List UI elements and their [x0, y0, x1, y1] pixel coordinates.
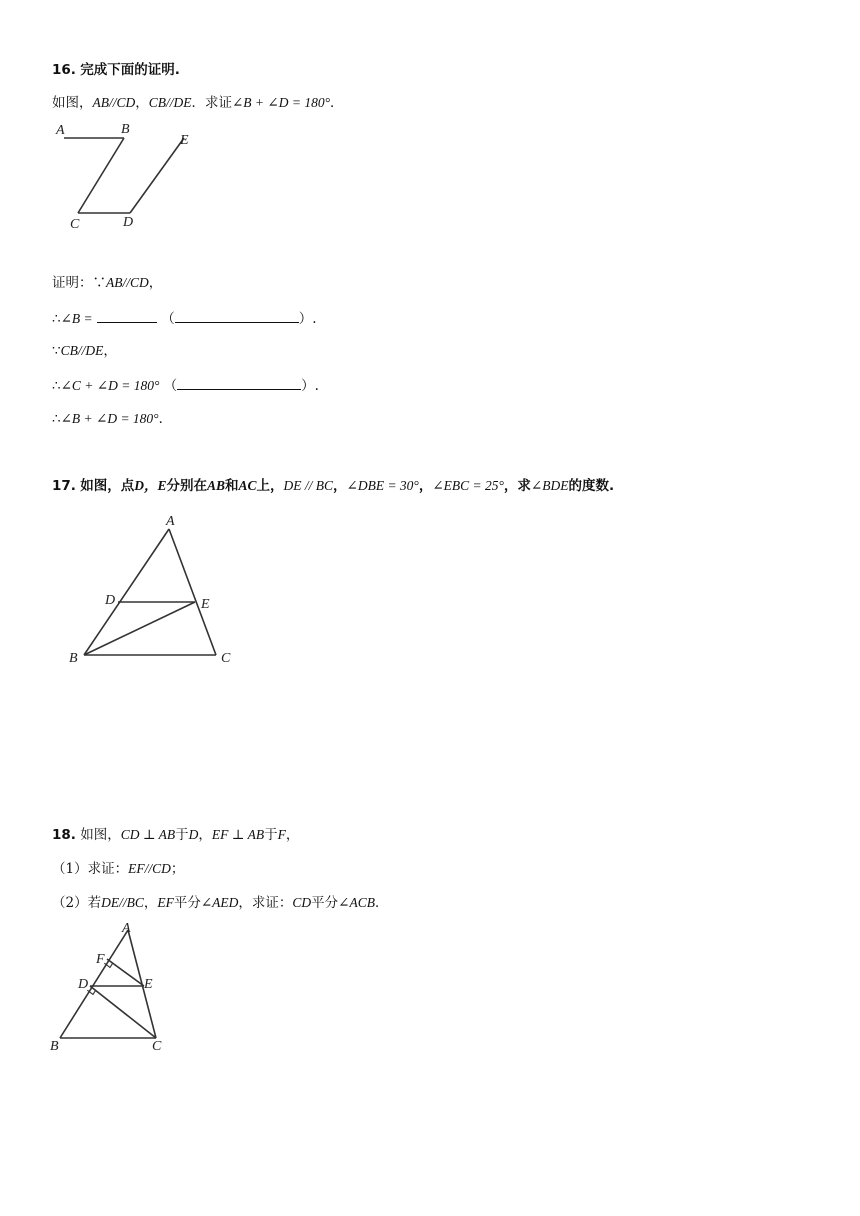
- q16-proof-line2: [52, 308, 317, 329]
- q16-sep1: ，: [135, 95, 149, 111]
- q17-cond3: ∠EBC = 25°: [432, 478, 504, 493]
- q18-cond1: CD ⊥ AB: [120, 827, 176, 842]
- q16-proof-line4-paren-open: （: [163, 378, 178, 394]
- q16-proof-line1-math: AB//CD: [106, 275, 149, 290]
- q16-label-C: C: [70, 217, 80, 232]
- answer-blank-reason2[interactable]: [177, 375, 301, 390]
- q18-label-B: B: [50, 1039, 59, 1054]
- q18-part2-t4: 平分: [311, 895, 339, 911]
- q17-figure: [64, 512, 254, 672]
- q17-seg-AC: [169, 529, 216, 655]
- q16-proof-line5-suffix: ．: [158, 411, 173, 427]
- q18-part2-m4: CD: [292, 895, 312, 910]
- answer-blank-angle[interactable]: [97, 308, 157, 323]
- q17-sep1: ，: [333, 478, 347, 494]
- q18-label-F: F: [96, 952, 105, 967]
- q17-label-A: A: [166, 514, 175, 529]
- q18-part1-end: ；: [170, 861, 185, 877]
- q17-seg-BE: [84, 602, 195, 655]
- q16-number: 16.: [52, 62, 76, 78]
- q18-text3: 于: [264, 827, 278, 843]
- q16-label-D: D: [123, 215, 134, 230]
- q18-part2-m1: DE//BC: [101, 895, 144, 910]
- q16-proof-line4-math: ∠C + ∠D = 180°: [60, 378, 160, 393]
- q18-part2-m2: EF: [157, 895, 174, 910]
- q16-seg-BC: [78, 138, 124, 213]
- q16-proof-line1-prefix: 证明：∵: [52, 275, 106, 291]
- q17-seg1: AB: [206, 478, 225, 493]
- q17-prompt: [52, 476, 614, 496]
- q18-part2-m5: ∠ACB: [338, 895, 375, 910]
- q18-sep1: ，: [198, 827, 212, 843]
- q17-target: ∠BDE: [530, 478, 569, 493]
- q16-title: 完成下面的证明.: [80, 62, 180, 78]
- q16-sep2: ．求证: [191, 95, 232, 111]
- q16-proof-line1-suffix: ，: [148, 275, 163, 291]
- q16-proof-line4: [52, 375, 319, 396]
- q16-proof-line2-prefix: ∴: [52, 311, 61, 327]
- q16-proof-line5-prefix: ∴: [52, 411, 61, 427]
- q16-label-B: B: [121, 122, 130, 137]
- q18-label-D: D: [78, 977, 89, 992]
- q18-text1: 如图，: [80, 827, 121, 843]
- q18-text2: 于: [175, 827, 189, 843]
- q18-prompt: [52, 825, 299, 845]
- q16-proof-line2-paren-open: （: [161, 311, 175, 327]
- q16-proof-line2-paren-close: ）.: [298, 311, 317, 327]
- q17-label-B: B: [69, 651, 78, 666]
- q18-sep2: ，: [285, 827, 300, 843]
- q18-part2: [52, 893, 388, 913]
- q18-part2-m3: ∠AED: [200, 895, 239, 910]
- q17-text6: 的度数.: [568, 478, 615, 494]
- q17-text1: 如图，点: [80, 478, 135, 494]
- q17-label-C: C: [221, 651, 231, 666]
- q18-label-C: C: [152, 1039, 162, 1054]
- q18-seg-AB: [60, 930, 128, 1038]
- q17-text2: 分别在: [166, 478, 207, 494]
- q16-proof-line4-prefix: ∴: [52, 378, 61, 394]
- q17-cond2: ∠DBE = 30°: [346, 478, 419, 493]
- q16-heading: [52, 60, 180, 80]
- q17-label-D: D: [105, 593, 116, 608]
- q16-goal: ∠B + ∠D = 180°: [232, 95, 330, 110]
- q18-foot2: F: [277, 827, 286, 842]
- q17-seg-AB: [84, 529, 169, 655]
- q16-proof-line3-math: CB//DE: [60, 343, 104, 358]
- q16-proof-line1: [52, 273, 162, 293]
- q18-part2-end: ．: [374, 895, 389, 911]
- q18-part1: [52, 859, 184, 879]
- q16-figure: [50, 118, 210, 233]
- q18-label-E: E: [144, 977, 153, 992]
- q17-sep2: ，: [418, 478, 433, 494]
- q17-points: D，E: [134, 478, 167, 493]
- q17-text5: ，求: [503, 478, 531, 494]
- q17-seg2: AC: [238, 478, 257, 493]
- q16-end: ．: [330, 95, 344, 111]
- q18-part2-t1: ，: [143, 895, 158, 911]
- q18-part2-t3: ，求证：: [238, 895, 293, 911]
- q18-part2-label: （2）若: [52, 895, 102, 911]
- q16-proof-line3-prefix: ∵: [52, 343, 61, 359]
- q16-label-A: A: [56, 123, 65, 138]
- q18-part2-t2: 平分: [173, 895, 201, 911]
- q16-proof-line2-math: ∠B =: [60, 311, 93, 326]
- q16-prompt: [52, 93, 344, 113]
- q18-part1-math: EF//CD: [128, 861, 171, 876]
- q16-proof-line4-paren-close: ）.: [301, 378, 319, 394]
- q18-figure: [46, 918, 186, 1058]
- answer-blank-reason1[interactable]: [175, 308, 299, 323]
- q16-given2: CB//DE: [148, 95, 192, 110]
- q17-label-E: E: [201, 597, 210, 612]
- q16-given1: AB//CD: [92, 95, 136, 110]
- q16-prompt-prefix: 如图，: [52, 95, 93, 111]
- q16-seg-DE: [130, 138, 184, 213]
- q16-proof-line5: [52, 409, 172, 429]
- q17-cond1: DE // BC: [283, 478, 334, 493]
- q17-number: 17.: [52, 478, 76, 494]
- q16-proof-line3: [52, 341, 117, 361]
- q17-text3: 和: [225, 478, 239, 494]
- q17-text4: 上，: [256, 478, 284, 494]
- q18-cond2: EF ⊥ AB: [211, 827, 265, 842]
- q18-number: 18.: [52, 827, 76, 843]
- q16-proof-line5-math: ∠B + ∠D = 180°: [60, 411, 159, 426]
- q16-label-E: E: [180, 133, 189, 148]
- q18-part1-label: （1）求证：: [52, 861, 129, 877]
- q16-proof-line3-suffix: ，: [103, 343, 117, 359]
- q18-seg-CD: [90, 986, 156, 1038]
- q18-label-A: A: [122, 921, 131, 936]
- q18-foot1: D: [188, 827, 199, 842]
